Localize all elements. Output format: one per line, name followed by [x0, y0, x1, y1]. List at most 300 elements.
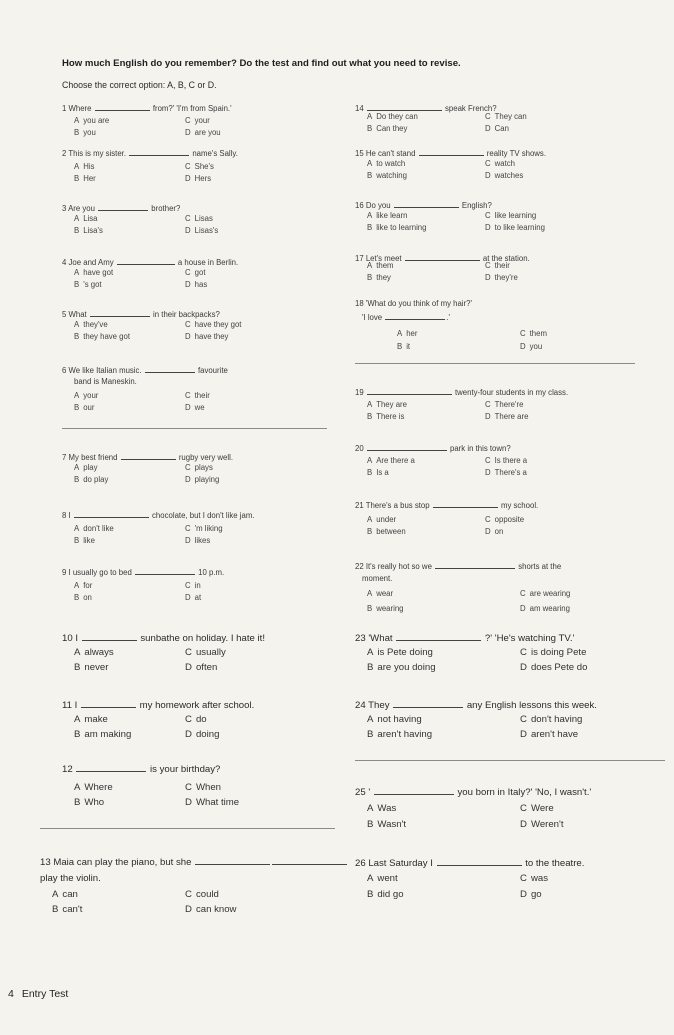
option-d[interactable] — [485, 125, 509, 133]
question-text: brother? — [149, 204, 181, 213]
option-d[interactable] — [185, 404, 205, 412]
option-letter: A — [367, 873, 374, 884]
instruction: Choose the correct option: A, B, C or D. — [62, 80, 217, 90]
question-text: My best friend — [68, 453, 120, 462]
option-d[interactable] — [520, 820, 564, 830]
option-text: have they got — [194, 320, 242, 329]
question-text: I — [68, 511, 73, 520]
separator-line — [62, 428, 327, 429]
option-text: often — [195, 662, 218, 673]
option-c[interactable] — [485, 401, 523, 409]
option-a[interactable] — [367, 262, 394, 270]
option-letter: B — [367, 468, 373, 477]
option-letter: C — [485, 159, 491, 168]
option-a[interactable] — [367, 516, 396, 524]
option-d[interactable] — [485, 469, 527, 477]
option-letter: B — [52, 904, 59, 915]
option-letter: C — [485, 400, 491, 409]
option-b[interactable] — [367, 469, 389, 477]
option-text: under — [376, 515, 397, 524]
option-letter: D — [520, 342, 526, 351]
option-b[interactable] — [367, 730, 432, 740]
option-c[interactable] — [520, 874, 548, 884]
option-d[interactable] — [185, 663, 217, 673]
answer-blank[interactable] — [367, 443, 447, 451]
option-b[interactable] — [367, 224, 426, 232]
answer-blank[interactable] — [396, 633, 481, 641]
option-b[interactable] — [52, 905, 82, 915]
option-a[interactable] — [52, 890, 78, 900]
option-letter: A — [52, 889, 59, 900]
option-text: Hers — [194, 174, 212, 183]
option-d[interactable] — [185, 227, 218, 235]
option-c[interactable] — [185, 715, 207, 725]
option-a[interactable] — [74, 464, 98, 472]
option-b[interactable] — [367, 172, 407, 180]
option-c[interactable] — [185, 464, 213, 472]
option-c[interactable] — [185, 269, 205, 277]
option-c[interactable] — [185, 783, 221, 793]
question-number: 20 — [355, 444, 366, 453]
option-letter: D — [185, 174, 191, 183]
option-b[interactable] — [74, 175, 96, 183]
option-text: have got — [83, 268, 114, 277]
question-text: to the theatre. — [522, 858, 585, 869]
option-a[interactable] — [74, 783, 113, 793]
option-letter: A — [74, 214, 80, 223]
option-b[interactable] — [367, 890, 404, 900]
option-a[interactable] — [367, 804, 396, 814]
answer-blank[interactable] — [435, 561, 515, 569]
option-letter: B — [74, 593, 80, 602]
option-letter: A — [367, 647, 374, 658]
option-c[interactable] — [485, 113, 527, 121]
answer-blank[interactable] — [82, 633, 137, 641]
question-number: 19 — [355, 388, 366, 397]
option-c[interactable] — [485, 160, 515, 168]
option-text: always — [84, 647, 114, 658]
answer-blank[interactable] — [135, 567, 195, 575]
question-text: favourite — [195, 366, 228, 375]
option-c[interactable] — [520, 590, 570, 598]
option-letter: A — [367, 400, 373, 409]
question-text: What — [68, 310, 89, 319]
question-8 — [62, 510, 255, 520]
option-text: you — [83, 128, 96, 137]
option-text: their — [194, 391, 210, 400]
option-letter: C — [485, 515, 491, 524]
option-text: can — [62, 889, 78, 900]
option-text: am wearing — [529, 604, 570, 613]
option-text: was — [530, 873, 548, 884]
option-text: got — [194, 268, 206, 277]
option-b[interactable] — [74, 594, 92, 602]
answer-blank[interactable] — [81, 700, 136, 708]
option-d[interactable] — [185, 129, 221, 137]
option-b[interactable] — [74, 537, 95, 545]
option-text: There're — [494, 400, 524, 409]
question-number: 5 — [62, 310, 69, 319]
option-a[interactable] — [397, 330, 417, 338]
question-22 — [355, 561, 561, 571]
question-continuation — [40, 874, 101, 884]
option-text: Wasn't — [377, 819, 407, 830]
option-letter: B — [74, 797, 81, 808]
option-text: like — [83, 536, 95, 545]
answer-blank[interactable] — [419, 148, 484, 156]
option-text: they have got — [83, 332, 131, 341]
option-d[interactable] — [520, 890, 542, 900]
option-c[interactable] — [485, 212, 536, 220]
answer-blank[interactable] — [117, 257, 175, 265]
option-b[interactable] — [367, 820, 406, 830]
option-letter: C — [485, 261, 491, 270]
option-d[interactable] — [485, 172, 523, 180]
option-text: There's a — [494, 468, 527, 477]
option-a[interactable] — [367, 648, 433, 658]
option-text: don't like — [83, 524, 114, 533]
question-2 — [62, 148, 238, 158]
option-a[interactable] — [367, 160, 405, 168]
option-a[interactable] — [367, 874, 398, 884]
option-letter: D — [185, 332, 191, 341]
question-number: 25 — [355, 787, 369, 798]
question-text: Joe and Amy — [68, 258, 116, 267]
option-c[interactable] — [520, 804, 554, 814]
option-letter: A — [74, 647, 81, 658]
question-9 — [62, 567, 224, 577]
option-text: your — [194, 116, 210, 125]
option-d[interactable] — [185, 476, 219, 484]
answer-blank[interactable] — [405, 253, 480, 261]
option-a[interactable] — [74, 648, 114, 658]
option-b[interactable] — [74, 476, 108, 484]
option-letter: B — [397, 342, 403, 351]
option-b[interactable] — [74, 281, 102, 289]
option-c[interactable] — [185, 163, 214, 171]
answer-blank[interactable] — [437, 858, 522, 866]
option-text: Do they can — [376, 112, 418, 121]
option-letter: A — [74, 162, 80, 171]
option-text: could — [195, 889, 219, 900]
question-number: 17 — [355, 254, 366, 263]
option-text: they've — [83, 320, 108, 329]
option-a[interactable] — [367, 457, 415, 465]
option-letter: B — [367, 412, 373, 421]
option-text: am making — [84, 729, 132, 740]
option-b[interactable] — [74, 129, 96, 137]
option-text: on — [494, 527, 504, 536]
option-text: Were — [530, 803, 554, 814]
question-text: We like Italian music. — [68, 366, 144, 375]
option-letter: D — [520, 729, 527, 740]
option-a[interactable] — [74, 582, 92, 590]
question-23 — [355, 633, 574, 644]
option-text: they — [376, 273, 391, 282]
question-number: 21 — [355, 501, 366, 510]
option-text: do — [195, 714, 207, 725]
option-b[interactable] — [367, 125, 407, 133]
option-d[interactable] — [185, 537, 210, 545]
option-a[interactable] — [367, 113, 418, 121]
option-b[interactable] — [367, 605, 404, 613]
option-c[interactable] — [185, 648, 226, 658]
option-text: can't — [62, 904, 83, 915]
option-b[interactable] — [367, 274, 391, 282]
option-letter: B — [74, 403, 80, 412]
question-text: I — [75, 633, 81, 644]
answer-blank[interactable] — [394, 200, 459, 208]
option-d[interactable] — [485, 413, 528, 421]
question-number: 13 — [40, 857, 54, 868]
option-letter: D — [185, 662, 192, 673]
option-a[interactable] — [74, 715, 108, 725]
option-a[interactable] — [74, 269, 113, 277]
option-c[interactable] — [185, 582, 201, 590]
answer-blank[interactable] — [74, 510, 149, 518]
option-letter: C — [185, 162, 191, 171]
question-4 — [62, 257, 238, 267]
option-c[interactable] — [185, 117, 210, 125]
question-text: This is my sister. — [68, 149, 129, 158]
option-letter: C — [520, 647, 527, 658]
answer-blank[interactable] — [98, 203, 148, 211]
option-text: them — [376, 261, 394, 270]
option-text: in — [194, 581, 201, 590]
option-d[interactable] — [185, 730, 219, 740]
option-letter: C — [485, 112, 491, 121]
footer-section: Entry Test — [21, 988, 69, 1000]
option-text: Weren't — [530, 819, 564, 830]
option-a[interactable] — [367, 212, 407, 220]
option-a[interactable] — [74, 163, 94, 171]
question-10 — [62, 633, 265, 644]
option-a[interactable] — [367, 401, 407, 409]
option-letter: C — [185, 647, 192, 658]
question-number: 3 — [62, 204, 69, 213]
option-d[interactable] — [185, 175, 211, 183]
answer-blank[interactable] — [393, 700, 463, 708]
option-text: aren't having — [377, 729, 433, 740]
question-15 — [355, 148, 546, 158]
question-text: speak French? — [442, 104, 497, 113]
option-text: like learning — [494, 211, 537, 220]
option-letter: D — [185, 797, 192, 808]
answer-blank[interactable] — [272, 857, 347, 865]
option-c[interactable] — [520, 715, 582, 725]
option-c[interactable] — [485, 262, 510, 270]
question-text: I usually go to bed — [68, 568, 134, 577]
option-c[interactable] — [520, 330, 547, 338]
option-d[interactable] — [485, 274, 518, 282]
question-text: I — [74, 700, 80, 711]
answer-blank[interactable] — [95, 103, 150, 111]
option-d[interactable] — [520, 605, 570, 613]
option-text: opposite — [494, 515, 525, 524]
option-d[interactable] — [520, 663, 587, 673]
option-a[interactable] — [74, 215, 98, 223]
option-d[interactable] — [185, 594, 201, 602]
answer-blank[interactable] — [76, 764, 146, 772]
option-a[interactable] — [74, 392, 98, 400]
option-text: Lisas's — [194, 226, 219, 235]
option-c[interactable] — [485, 516, 524, 524]
option-c[interactable] — [185, 215, 213, 223]
question-text: 'What — [368, 633, 396, 644]
answer-blank[interactable] — [195, 857, 270, 865]
question-text: in their backpacks? — [150, 310, 220, 319]
option-text: Her — [83, 174, 96, 183]
option-text: Is a — [376, 468, 389, 477]
option-b[interactable] — [74, 730, 131, 740]
option-letter: C — [520, 714, 527, 725]
answer-blank[interactable] — [433, 500, 498, 508]
option-letter: B — [367, 662, 374, 673]
question-text: 10 p.m. — [195, 568, 225, 577]
option-d[interactable] — [185, 798, 239, 808]
option-c[interactable] — [185, 321, 241, 329]
option-text: make — [84, 714, 108, 725]
option-text: went — [377, 873, 398, 884]
question-text: Where — [68, 104, 94, 113]
option-letter: B — [74, 332, 80, 341]
option-c[interactable] — [185, 525, 223, 533]
question-text: twenty-four students in my class. — [452, 388, 569, 397]
option-letter: C — [520, 873, 527, 884]
option-text: is Pete doing — [377, 647, 433, 658]
option-text: Are there a — [376, 456, 415, 465]
option-a[interactable] — [74, 525, 114, 533]
option-letter: B — [74, 128, 80, 137]
answer-blank[interactable] — [145, 365, 195, 373]
option-text: go — [530, 889, 542, 900]
page-number: 4 — [8, 988, 14, 1000]
answer-blank[interactable] — [374, 787, 454, 795]
option-letter: B — [74, 662, 81, 673]
question-12 — [62, 764, 220, 775]
option-letter: C — [185, 581, 191, 590]
option-letter: A — [367, 261, 373, 270]
answer-blank[interactable] — [121, 452, 176, 460]
option-letter: A — [74, 581, 80, 590]
option-b[interactable] — [367, 663, 436, 673]
option-a[interactable] — [74, 117, 109, 125]
option-b[interactable] — [74, 404, 94, 412]
option-text: are wearing — [529, 589, 571, 598]
option-text: for — [83, 581, 93, 590]
option-c[interactable] — [485, 457, 527, 465]
question-text: Do you — [365, 201, 393, 210]
option-letter: D — [485, 273, 491, 282]
separator-line — [355, 363, 635, 364]
option-text: When — [195, 782, 221, 793]
option-d[interactable] — [185, 333, 228, 341]
question-text: Let's meet — [365, 254, 404, 263]
option-text: to like learning — [494, 223, 545, 232]
option-letter: B — [367, 171, 373, 180]
option-b[interactable] — [367, 413, 404, 421]
answer-blank[interactable] — [385, 312, 445, 320]
question-text: .' — [446, 313, 450, 322]
option-letter: D — [485, 171, 491, 180]
option-text: we — [194, 403, 205, 412]
answer-blank[interactable] — [90, 309, 150, 317]
option-letter: D — [185, 904, 192, 915]
option-text: their — [494, 261, 510, 270]
option-text: don't having — [530, 714, 583, 725]
question-number: 2 — [62, 149, 69, 158]
option-text: playing — [194, 475, 220, 484]
option-letter: B — [367, 604, 373, 613]
option-d[interactable] — [185, 281, 207, 289]
option-c[interactable] — [520, 648, 586, 658]
question-text: my homework after school. — [136, 700, 255, 711]
separator-line — [40, 828, 335, 829]
option-text: There are — [494, 412, 529, 421]
answer-blank[interactable] — [367, 103, 442, 111]
option-letter: B — [367, 223, 373, 232]
option-c[interactable] — [185, 392, 210, 400]
option-b[interactable] — [74, 663, 108, 673]
question-text: chocolate, but I don't like jam. — [149, 511, 255, 520]
option-b[interactable] — [74, 227, 103, 235]
option-letter: D — [485, 412, 491, 421]
option-letter: A — [74, 463, 80, 472]
option-d[interactable] — [185, 905, 236, 915]
question-1 — [62, 103, 232, 113]
option-c[interactable] — [185, 890, 219, 900]
answer-blank[interactable] — [367, 387, 452, 395]
answer-blank[interactable] — [129, 148, 189, 156]
option-letter: A — [397, 329, 403, 338]
option-b[interactable] — [397, 343, 410, 351]
question-number: 1 — [62, 104, 69, 113]
option-b[interactable] — [74, 333, 130, 341]
option-letter: D — [520, 819, 527, 830]
option-text: you — [529, 342, 543, 351]
option-text: our — [83, 403, 95, 412]
question-text: my school. — [498, 501, 539, 510]
option-d[interactable] — [485, 224, 545, 232]
question-text: park in this town? — [447, 444, 511, 453]
option-d[interactable] — [485, 528, 503, 536]
option-text: does Pete do — [530, 662, 588, 673]
option-d[interactable] — [520, 343, 542, 351]
option-text: not having — [377, 714, 422, 725]
option-text: Where — [84, 782, 113, 793]
option-letter: A — [74, 714, 81, 725]
question-text: rugby very well. — [176, 453, 233, 462]
option-a[interactable] — [367, 590, 393, 598]
option-a[interactable] — [74, 321, 108, 329]
question-text: ?' 'He's watching TV.' — [482, 633, 575, 644]
option-a[interactable] — [367, 715, 422, 725]
question-text: play the violin. — [40, 873, 101, 884]
option-b[interactable] — [367, 528, 406, 536]
question-19 — [355, 387, 568, 397]
option-text: do play — [83, 475, 109, 484]
option-letter: A — [74, 320, 80, 329]
option-letter: B — [367, 273, 373, 282]
option-b[interactable] — [74, 798, 104, 808]
question-text: reality TV shows. — [484, 149, 546, 158]
question-text: shorts at the — [516, 562, 562, 571]
question-11 — [62, 700, 254, 711]
option-letter: D — [185, 280, 191, 289]
option-d[interactable] — [520, 730, 578, 740]
option-letter: D — [520, 662, 527, 673]
option-text: aren't have — [530, 729, 579, 740]
